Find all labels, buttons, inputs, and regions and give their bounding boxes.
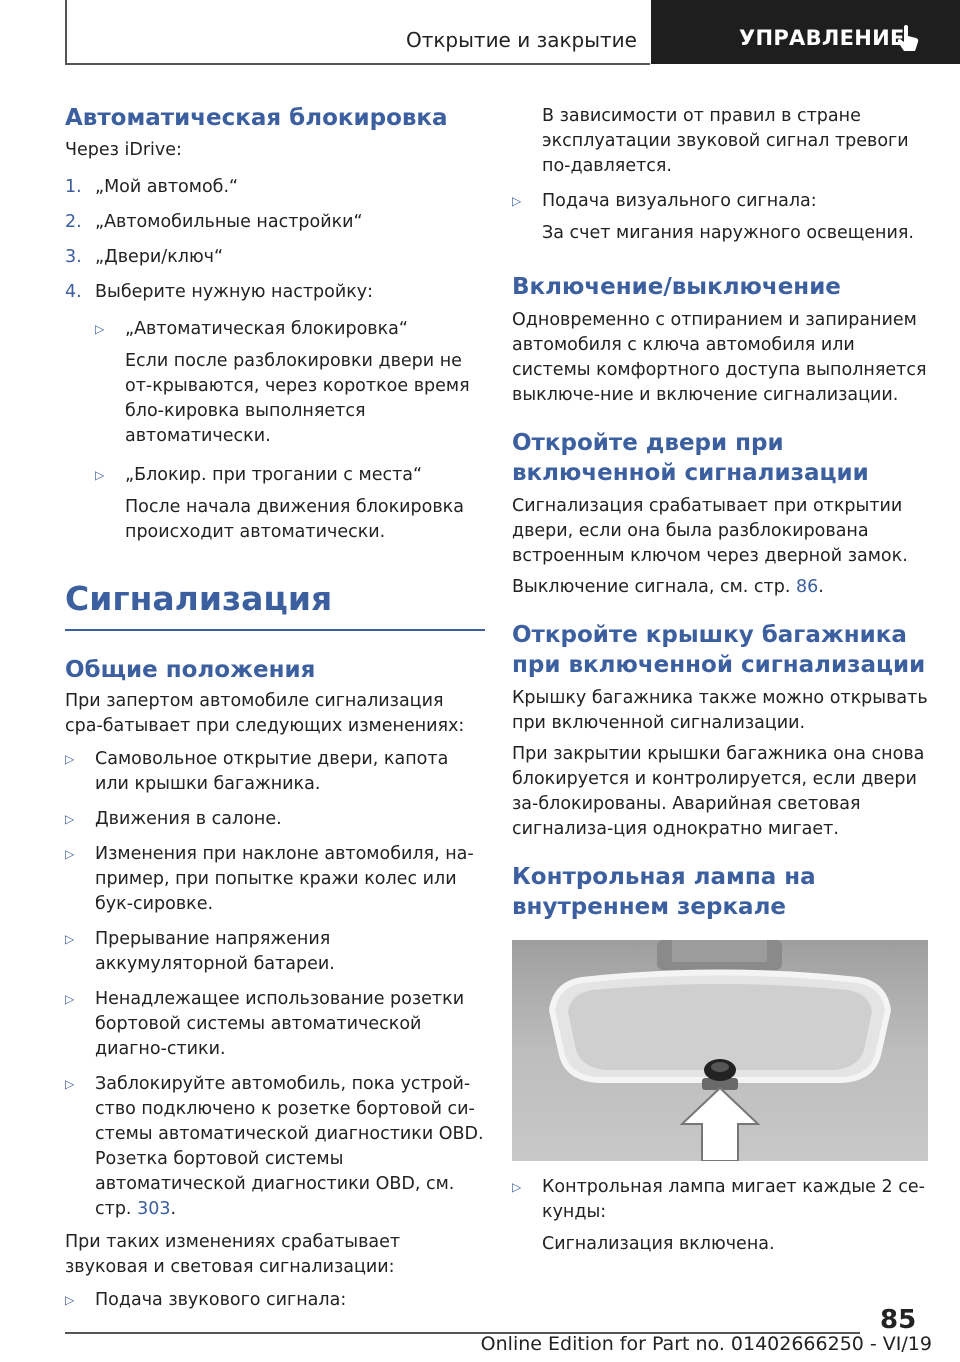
general-intro: При запертом автомобиле сигнализация сра-батывает при следующих изменениях:	[65, 690, 465, 736]
list-item-text: Контрольная лампа мигает каждые 2 се-кунды:	[542, 1177, 925, 1222]
list-item	[65, 280, 485, 305]
sound-desc: В зависимости от правил в стране эксплуатации звуковой сигнал тревоги по-давляется.	[542, 106, 909, 176]
bullet-triangle-icon: ▷	[512, 194, 522, 208]
trigger-text: При таких изменениях срабатывает звуковая и световая сигнализации:	[65, 1231, 401, 1277]
step-number: 3.	[65, 247, 82, 267]
list-item	[65, 1072, 485, 1222]
list-item-text: Заблокируйте автомобиль, пока устрой-ство подключено к розетке бортовой си-стемы автоматической диагностики OBD. Розетка бортовой системы автоматической диагностики OBD, см. стр. 303.	[95, 1073, 484, 1219]
bullet-triangle-icon: ▷	[65, 811, 75, 826]
list-item	[512, 189, 932, 214]
list-item	[65, 210, 485, 235]
chapter-title: УПРАВЛЕНИЕ	[739, 26, 905, 50]
footer-edition: Online Edition for Part no. 01402666250 - VI/19	[480, 1333, 932, 1355]
rearview-mirror-image	[512, 940, 928, 1161]
list-item	[65, 987, 485, 1062]
bullet-triangle-icon: ▷	[65, 931, 75, 946]
obd-text: Заблокируйте автомобиль, пока устрой-ство подключено к розетке бортовой си-стемы автоматической диагностики OBD. Розетка бортовой системы автоматической диагностики OBD, см. стр.	[95, 1073, 484, 1219]
list-item	[65, 1288, 485, 1313]
open-trunk-text1: Крышку багажника также можно открывать при включенной сигнализации.	[512, 688, 928, 733]
bullet-triangle-icon: ▷	[65, 846, 75, 861]
list-item-text: Самовольное открытие двери, капота или крышки багажника.	[95, 748, 449, 794]
list-item	[95, 317, 485, 342]
list-item	[65, 245, 485, 270]
header-divider-bottom	[65, 63, 650, 65]
option-title: „Автоматическая блокировка“	[125, 319, 408, 339]
page-number: 85	[880, 1305, 917, 1335]
step-text: Выберите нужную настройку:	[95, 282, 374, 302]
list-item-text: Изменения при наклоне автомобиля, на-пример, при попытке кражи колес или бук-сировке.	[95, 843, 474, 914]
general-heading: Общие положения	[65, 656, 316, 683]
step-number: 1.	[65, 177, 82, 197]
open-trunk-heading: Откройте крышку багажника при включенной сигнализации	[512, 622, 926, 678]
left-column	[65, 100, 485, 1313]
heading-rule	[65, 629, 485, 631]
list-item	[65, 807, 485, 832]
list-item	[95, 463, 485, 488]
page-link-303[interactable]: 303	[137, 1198, 171, 1219]
option-title: „Блокир. при трогании с места“	[125, 465, 423, 485]
list-item-text: Подача визуального сигнала:	[542, 191, 817, 211]
list-item	[65, 175, 485, 200]
open-doors-ref: Выключение сигнала, см. стр. 86.	[512, 577, 824, 597]
header-section-title: Открытие и закрытие	[405, 28, 637, 52]
auto-lock-intro: Через iDrive:	[65, 140, 182, 160]
right-column	[512, 100, 932, 1257]
open-doors-text: Сигнализация срабатывает при открытии двери, если она была разблокирована встроенным ключом через дверной замок.	[512, 496, 908, 566]
list-item-text: Подача звукового сигнала:	[95, 1289, 347, 1310]
auto-lock-steps	[65, 175, 485, 305]
open-doors-heading: Откройте двери при включенной сигнализации	[512, 430, 869, 486]
auto-lock-heading: Автоматическая блокировка	[65, 105, 448, 131]
visual-signal-list	[512, 189, 932, 214]
onoff-heading: Включение/выключение	[512, 274, 841, 300]
bullet-triangle-icon: ▷	[512, 1180, 522, 1194]
step-text: „Автомобильные настройки“	[95, 212, 363, 232]
list-item-text: Ненадлежащее использование розетки бортовой системы автоматической диагно-стики.	[95, 988, 465, 1059]
bullet-triangle-icon: ▷	[65, 1292, 75, 1307]
bullet-triangle-icon: ▷	[65, 1076, 75, 1091]
step-number: 2.	[65, 212, 82, 232]
bullet-triangle-icon: ▷	[65, 991, 75, 1006]
alarm-triggers-list	[65, 747, 485, 1222]
step-text: „Двери/ключ“	[95, 247, 224, 267]
bullet-triangle-icon: ▷	[95, 468, 105, 482]
list-item-text: Движения в салоне.	[95, 808, 282, 829]
option-description: После начала движения блокировка происходит автоматически.	[125, 497, 464, 542]
signal-list	[65, 1288, 485, 1313]
mirror-illustration	[512, 940, 928, 1161]
list-item	[65, 927, 485, 977]
step-text: „Мой автомоб.“	[95, 177, 239, 197]
ref-text: Выключение сигнала, см. стр.	[512, 577, 791, 597]
list-item	[65, 747, 485, 797]
open-trunk-text2: При закрытии крышки багажника она снова блокируется и контролируется, если двери за-блокированы. Аварийная световая сигнализа-ция однократно мигает.	[512, 744, 925, 839]
bullet-triangle-icon: ▷	[65, 751, 75, 766]
step-number: 4.	[65, 282, 82, 302]
indicator-list	[512, 1175, 932, 1225]
list-item	[65, 842, 485, 917]
list-item-text: Прерывание напряжения аккумуляторной батареи.	[95, 928, 335, 974]
page-link-86[interactable]: 86	[795, 577, 819, 597]
indicator-heading: Контрольная лампа на внутреннем зеркале	[512, 864, 816, 920]
alarm-heading: Сигнализация	[65, 579, 333, 618]
visual-desc: За счет мигания наружного освещения.	[542, 223, 914, 243]
indicator-desc: Сигнализация включена.	[542, 1234, 775, 1254]
auto-lock-options	[65, 317, 485, 545]
bullet-triangle-icon: ▷	[95, 322, 105, 336]
option-description: Если после разблокировки двери не от-крываются, через короткое время бло-кировка выполняется автоматически.	[125, 351, 470, 446]
hand-pointer-icon	[896, 24, 920, 52]
header-chapter-tab	[651, 0, 960, 64]
onoff-text: Одновременно с отпиранием и запиранием автомобиля с ключа автомобиля или системы комфортного доступа выполняется выключе-ние и включение сигнализации.	[512, 310, 927, 405]
list-item	[512, 1175, 932, 1225]
